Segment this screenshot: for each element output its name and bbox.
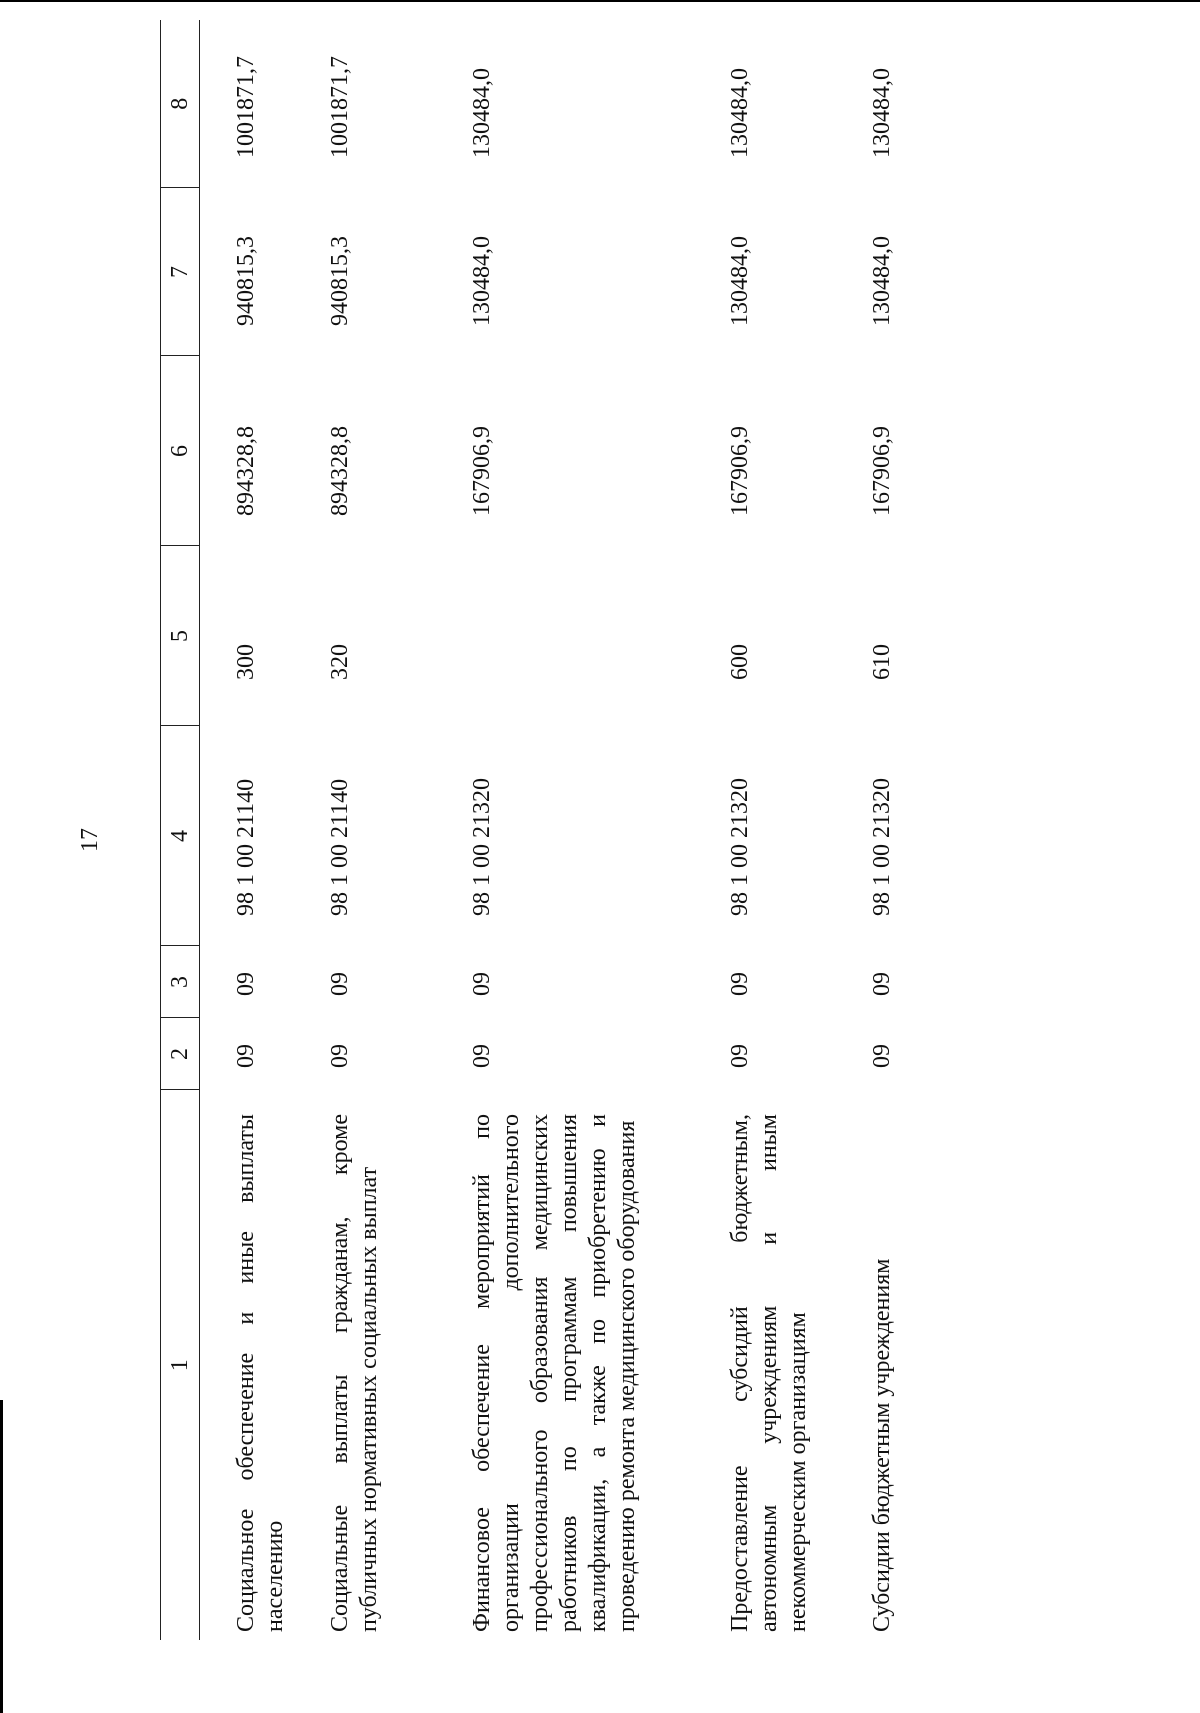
amount-col6: 894328,8 xyxy=(233,426,259,516)
expense-type-code: 610 xyxy=(869,644,895,680)
amount-col8: 1001871,7 xyxy=(327,56,353,158)
column-header: 5 xyxy=(161,546,200,726)
row-description: Финансовое обеспечение мероприятий по организации дополнительного профессионального образования медицинских работников по программам повышения квалификации, а также по приобретению и проведению ремонта медицинского оборудования xyxy=(469,1114,640,1632)
table-row xyxy=(302,20,444,1640)
column-header: 2 xyxy=(161,1018,200,1090)
amount-col7: 940815,3 xyxy=(327,236,353,326)
amount-col7: 130484,0 xyxy=(869,236,895,326)
subsection-code: 09 xyxy=(233,972,259,996)
amount-col7: 130484,0 xyxy=(727,236,753,326)
row-description: Предоставление субсидий бюджетным, автономным учреждениям и иным некоммерческим организациям xyxy=(727,1114,811,1632)
column-header: 4 xyxy=(161,726,200,946)
column-header: 7 xyxy=(161,188,200,356)
amount-col8: 130484,0 xyxy=(727,68,753,158)
column-header: 1 xyxy=(161,1090,200,1640)
target-article-code: 98 1 00 21320 xyxy=(869,778,895,916)
section-code: 09 xyxy=(327,1044,353,1068)
target-article-code: 98 1 00 21320 xyxy=(469,778,495,916)
table-row xyxy=(844,20,938,1640)
page-number: 17 xyxy=(77,828,103,852)
amount-col6: 167906,9 xyxy=(727,426,753,516)
table-row xyxy=(200,20,303,1640)
target-article-code: 98 1 00 21140 xyxy=(327,778,353,916)
amount-col6: 167906,9 xyxy=(469,426,495,516)
section-code: 09 xyxy=(469,1044,495,1068)
amount-col6: 167906,9 xyxy=(869,426,895,516)
scan-edge-left xyxy=(0,1400,3,1713)
expense-type-code: 600 xyxy=(727,644,753,680)
subsection-code: 09 xyxy=(327,972,353,996)
target-article-code: 98 1 00 21320 xyxy=(727,778,753,916)
row-description: Социальные выплаты гражданам, кроме публичных нормативных социальных выплат xyxy=(327,1114,382,1632)
table-row xyxy=(444,20,702,1640)
subsection-code: 09 xyxy=(727,972,753,996)
row-description: Социальное обеспечение и иные выплаты населению xyxy=(233,1114,288,1632)
rotated-table-container xyxy=(160,56,1190,1640)
amount-col8: 130484,0 xyxy=(869,68,895,158)
amount-col7: 940815,3 xyxy=(233,236,259,326)
table-header-row xyxy=(161,20,200,1640)
row-description: Субсидии бюджетным учреждениям xyxy=(869,1258,895,1632)
column-header: 3 xyxy=(161,946,200,1018)
expense-type-code: 300 xyxy=(233,644,259,680)
amount-col6: 894328,8 xyxy=(327,426,353,516)
amount-col8: 1001871,7 xyxy=(233,56,259,158)
expense-type-code xyxy=(444,546,702,726)
amount-col7: 130484,0 xyxy=(469,236,495,326)
budget-table xyxy=(160,20,938,1640)
target-article-code: 98 1 00 21140 xyxy=(233,778,259,916)
table-row xyxy=(702,20,844,1640)
subsection-code: 09 xyxy=(469,972,495,996)
section-code: 09 xyxy=(727,1044,753,1068)
section-code: 09 xyxy=(233,1044,259,1068)
scan-edge-top xyxy=(0,0,1200,2)
amount-col8: 130484,0 xyxy=(469,68,495,158)
subsection-code: 09 xyxy=(869,972,895,996)
column-header: 8 xyxy=(161,20,200,188)
column-header: 6 xyxy=(161,356,200,546)
section-code: 09 xyxy=(869,1044,895,1068)
expense-type-code: 320 xyxy=(327,644,353,680)
